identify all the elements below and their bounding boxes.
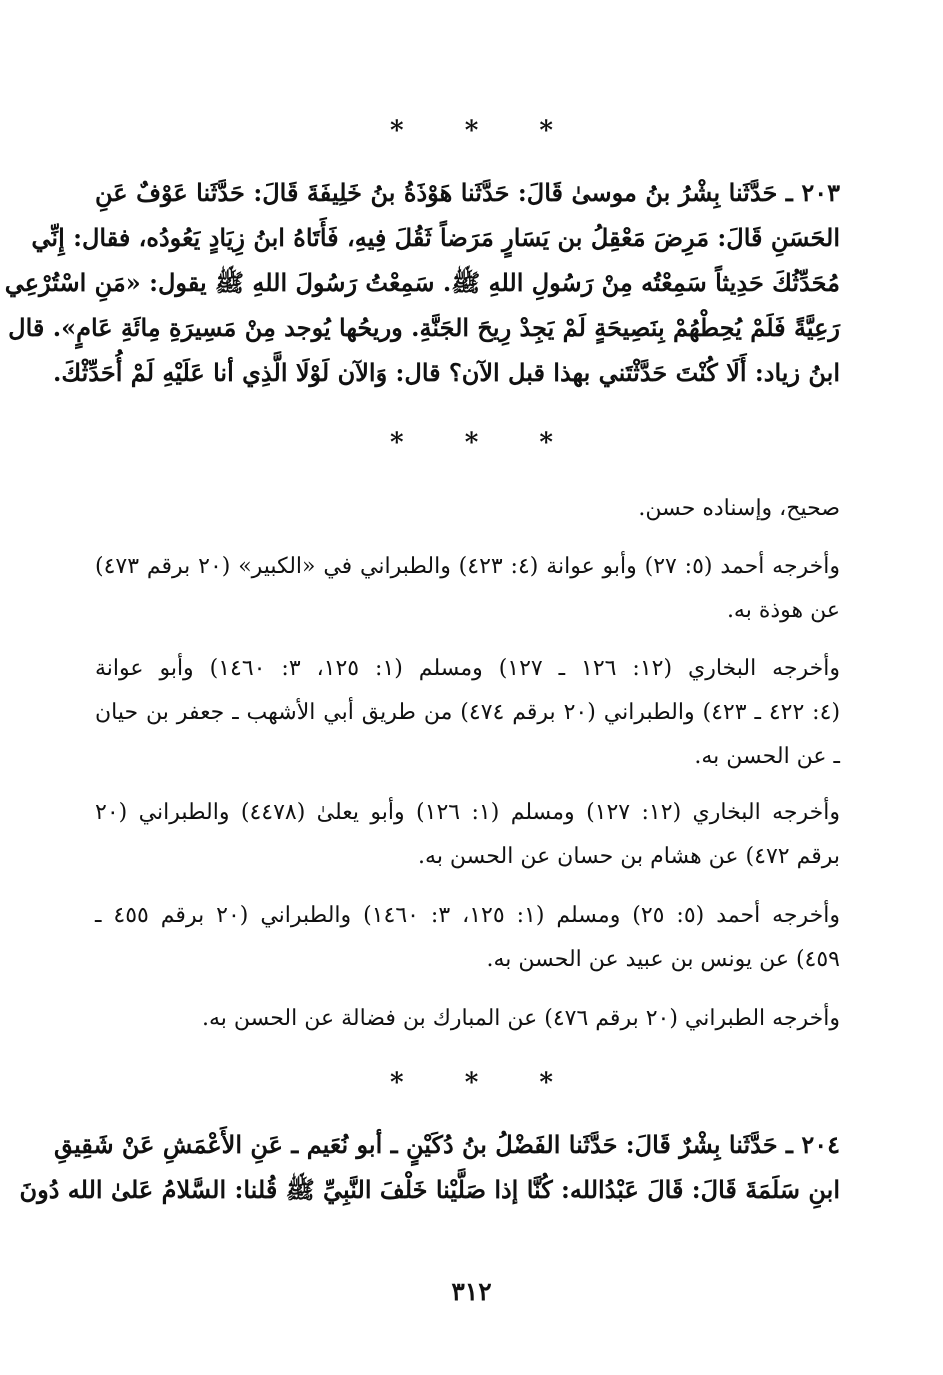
grading-note: [95, 487, 840, 531]
section-separator-3: * * *: [390, 1068, 579, 1098]
hadith-203-line: مُحَدِّثُكَ حَدِيثاً سَمِعْتُه مِنْ رَسُولِ اللهِ ﷺ. سَمِعْتُ رَسُولَ اللهِ ﷺ يقول: «مَنِ اسْتُرْعِي: [4, 268, 840, 297]
takhrij-note-1: [95, 545, 840, 633]
takhrij-note-4: [95, 894, 840, 982]
page-number: ٣١٢: [451, 1277, 492, 1306]
hadith-203-line: رَعِيَّةً فَلَمْ يُحِطْهُمْ بِنَصِيحَةٍ لَمْ يَجِدْ رِيحَ الجَنَّةِ. وريحُها يُوجد مِنْ مَسِيرَةِ مِائَةِ عَامٍ». قال: [8, 313, 840, 342]
hadith-204-line: ٢٠٤ ـ حَدَّثَنا بِشْرٌ قَالَ: حَدَّثَنا الفَضْلُ بنُ دُكَيْنٍ ـ أبو نُعَيم ـ عَنِ الأَعْمَشِ عَنْ شَقِيقِ: [54, 1130, 840, 1159]
takhrij-note-5: [95, 997, 840, 1041]
note-line: وأخرجه البخاري (١٢: ١٢٦ ـ ١٢٧) ومسلم (١: ١٢٥، ٣: ١٤٦٠) وأبو عوانة: [95, 656, 840, 681]
hadith-204-line: ابنِ سَلَمَةَ قَالَ: قَالَ عَبْدُالله: كُنَّا إذا صَلَّيْنا خَلْفَ النَّبِيِّ ﷺ قُلنا: السَّلامُ عَلىٰ الله دُونَ: [19, 1175, 840, 1204]
hadith-204: [19, 1122, 840, 1212]
note-line: ٤٥٩) عن يونس بن عبيد عن الحسن به.: [486, 947, 840, 972]
note-line: عن هوذة به.: [726, 598, 840, 623]
takhrij-note-2: [95, 647, 840, 779]
takhrij-note-3: [95, 791, 840, 879]
note-line: وأخرجه أحمد (٥: ٢٥) ومسلم (١: ١٢٥، ٣: ١٤٦٠) والطبراني (٢٠ برقم ٤٥٥ ـ: [95, 903, 840, 928]
note-line: وأخرجه البخاري (١٢: ١٢٧) ومسلم (١: ١٢٦) وأبو يعلىٰ (٤٤٧٨) والطبراني (٢٠: [95, 800, 841, 825]
note-line: برقم ٤٧٢) عن هشام بن حسان عن الحسن به.: [418, 844, 840, 869]
note-line: وأخرجه أحمد (٥: ٢٧) وأبو عوانة (٤: ٤٢٣) والطبراني في «الكبير» (٢٠ برقم ٤٧٣): [95, 554, 841, 579]
note-line: (٤: ٤٢٢ ـ ٤٢٣) والطبراني (٢٠ برقم ٤٧٤) من طريق أبي الأشهب ـ جعفر بن حيان: [95, 700, 841, 725]
note-line: وأخرجه الطبراني (٢٠ برقم ٤٧٦) عن المبارك بن فضالة عن الحسن به.: [201, 1006, 840, 1031]
note-line: ـ عن الحسن به.: [694, 744, 840, 769]
hadith-203-line: ابنُ زياد: أَلَا كُنْتَ حَدَّثْتَني بهذا قبل الآن؟ قال: وَالآن لَوْلَا الَّذِي أنا عَلَيْهِ لَمْ أُحَدِّثْكَ.: [53, 358, 840, 387]
section-separator-1: * * *: [390, 116, 579, 146]
section-separator-2: * * *: [390, 428, 579, 458]
note-line: صحيح، وإسناده حسن.: [638, 496, 840, 521]
hadith-203-line: الحَسَنِ قَالَ: مَرِضَ مَعْقِلُ بن يَسَارٍ مَرَضاً ثَقُلَ فِيهِ، فَأَتَاهُ ابنُ زِيَادٍ يَعُودُه، فقال: إِنِّي: [31, 223, 840, 252]
hadith-203: [4, 170, 840, 395]
hadith-203-line: ٢٠٣ ـ حَدَّثَنا بِشْرُ بنُ موسىٰ قَالَ: حَدَّثَنا هَوْذَةُ بنُ خَلِيفَةَ قَالَ: حَدَّثَنا عَوْفٌ عَنِ: [95, 178, 840, 207]
